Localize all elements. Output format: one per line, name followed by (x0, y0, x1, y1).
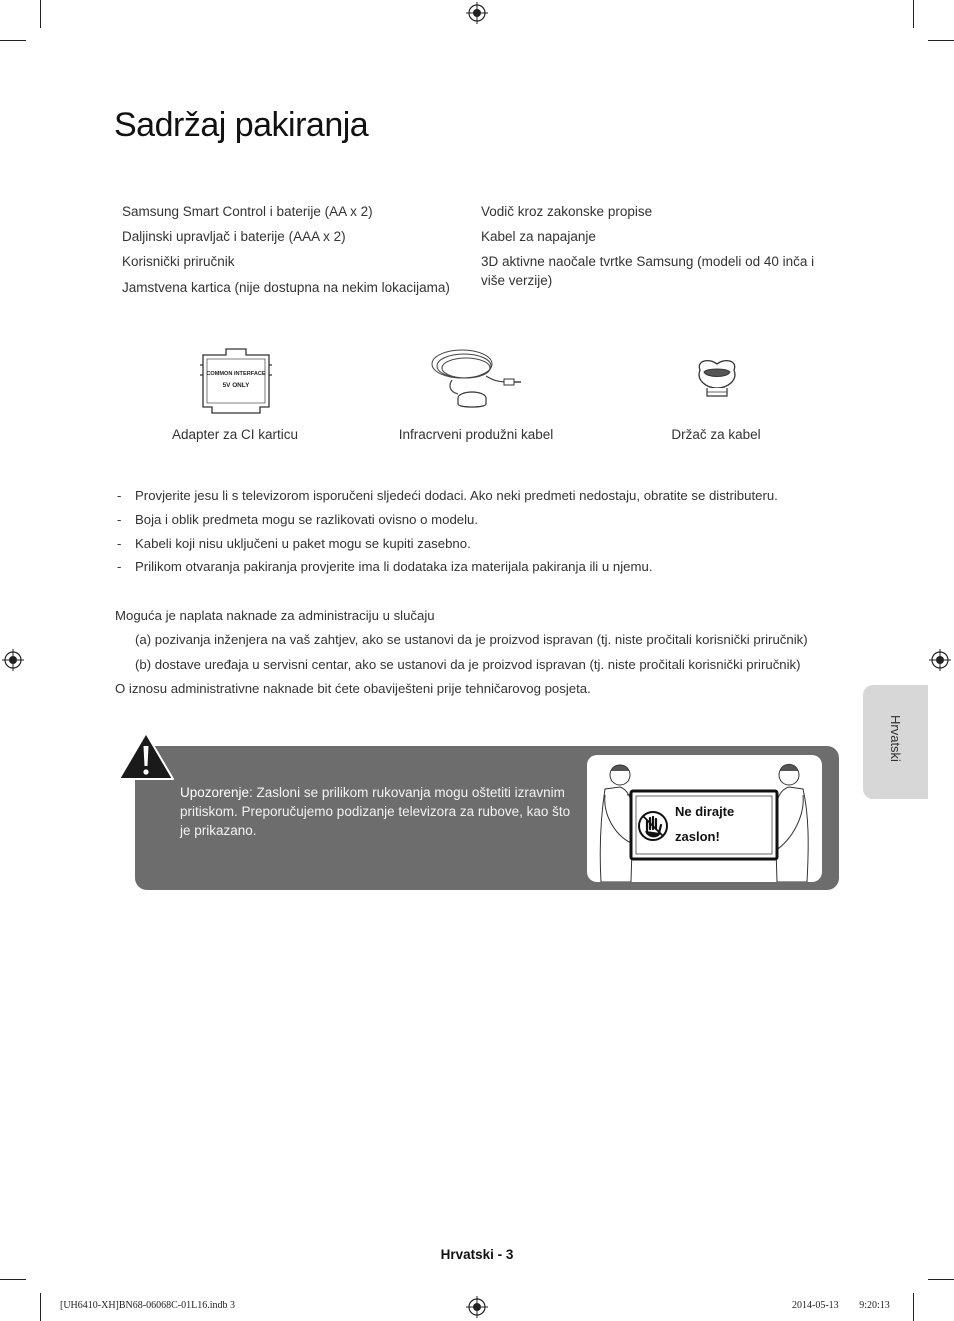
note-item (117, 488, 778, 503)
note-item (117, 559, 652, 574)
language-side-tab-label: Hrvatski (888, 715, 903, 762)
warning-body: : Zasloni se prilikom rukovanja mogu oštetiti izravnim pritiskom. Preporučujemo podizanje televizora za rubove, kao što je prikazano. (180, 785, 571, 838)
crop-mark (928, 1279, 954, 1280)
print-slug-right: 2014-05-13 ￿￿ 9:20:13 (792, 1300, 890, 1311)
contents-item: Daljinski upravljač i baterije (AAA x 2) (122, 229, 346, 244)
contents-item: Jamstvena kartica (nije dostupna na nekim lokacijama) (122, 280, 450, 295)
ir-extender-cable-icon (428, 346, 524, 414)
note-bullet: - (117, 488, 122, 503)
note-text: Provjerite jesu li s televizorom isporučeni sljedeći dodaci. Ako neki predmeti nedostaju, obratite se distributeru. (135, 488, 778, 503)
contents-item: 3D aktivne naočale tvrtke Samsung (modeli od 40 inča i više verzije) (481, 254, 815, 288)
note-text: Boja i oblik predmeta mogu se razlikovati ovisno o modelu. (135, 512, 479, 527)
crop-mark (913, 0, 914, 28)
fee-intro: Moguća je naplata naknade za administraciju u slučaju (115, 608, 435, 623)
registration-mark-icon (2, 649, 24, 671)
contents-item: Kabel za napajanje (481, 229, 596, 244)
note-item (117, 536, 471, 551)
page-number: Hrvatski - 3 (440, 1247, 514, 1262)
fee-outro: O iznosu administrativne naknade bit ćete obaviješteni prije tehničarovog posjeta. (115, 681, 591, 696)
crop-mark (40, 1293, 41, 1321)
note-bullet: - (117, 512, 122, 527)
warning-label: Upozorenje (180, 785, 250, 800)
accessory-label: Adapter za CI karticu (171, 427, 299, 442)
warning-triangle-icon (116, 730, 176, 782)
crop-mark (0, 40, 26, 41)
warning-illustration (587, 755, 822, 882)
ci-card-adapter-icon (198, 345, 274, 417)
registration-mark-icon (466, 1296, 488, 1318)
illustration-text: zaslon! (675, 829, 720, 844)
language-side-tab (863, 685, 928, 799)
warning-text (180, 783, 575, 840)
fee-case-a: (a) pozivanja inženjera na vaš zahtjev, ako se ustanovi da je proizvod ispravan (tj. niste pročitali korisnički priručnik) (135, 632, 808, 647)
note-text: Kabeli koji nisu uključeni u paket mogu se kupiti zasebno. (135, 536, 471, 551)
page-title: Sadržaj pakiranja (114, 106, 369, 144)
registration-mark-icon (929, 649, 951, 671)
crop-mark (913, 1293, 914, 1321)
note-bullet: - (117, 559, 122, 574)
contents-item: Korisnički priručnik (122, 254, 235, 269)
fee-case-b: (b) dostave uređaja u servisni centar, ako se ustanovi da je proizvod ispravan (tj. niste pročitali korisnički priručnik) (135, 657, 801, 672)
print-slug-left: [UH6410-XH]BN68-06068C-01L16.indb 3 (60, 1300, 235, 1311)
note-bullet: - (117, 536, 122, 551)
contents-item: Vodič kroz zakonske propise (481, 204, 653, 219)
note-text: Prilikom otvaranja pakiranja provjerite ima li dodataka iza materijala pakiranja ili u njemu. (135, 559, 653, 574)
contents-item: Samsung Smart Control i baterije (AA x 2) (122, 204, 373, 219)
accessory-label: Držač za kabel (671, 427, 761, 442)
crop-mark (40, 0, 41, 28)
illustration-text: Ne dirajte (675, 804, 735, 819)
accessory-label: Infracrveni produžni kabel (398, 427, 554, 442)
crop-mark (928, 40, 954, 41)
registration-mark-icon (466, 2, 488, 24)
ci-adapter-printed-text: 5V ONLY (222, 382, 250, 389)
cable-holder-icon (692, 356, 742, 400)
note-item (117, 512, 478, 527)
crop-mark (0, 1279, 26, 1280)
ci-adapter-printed-text: COMMON INTERFACE (206, 371, 266, 377)
